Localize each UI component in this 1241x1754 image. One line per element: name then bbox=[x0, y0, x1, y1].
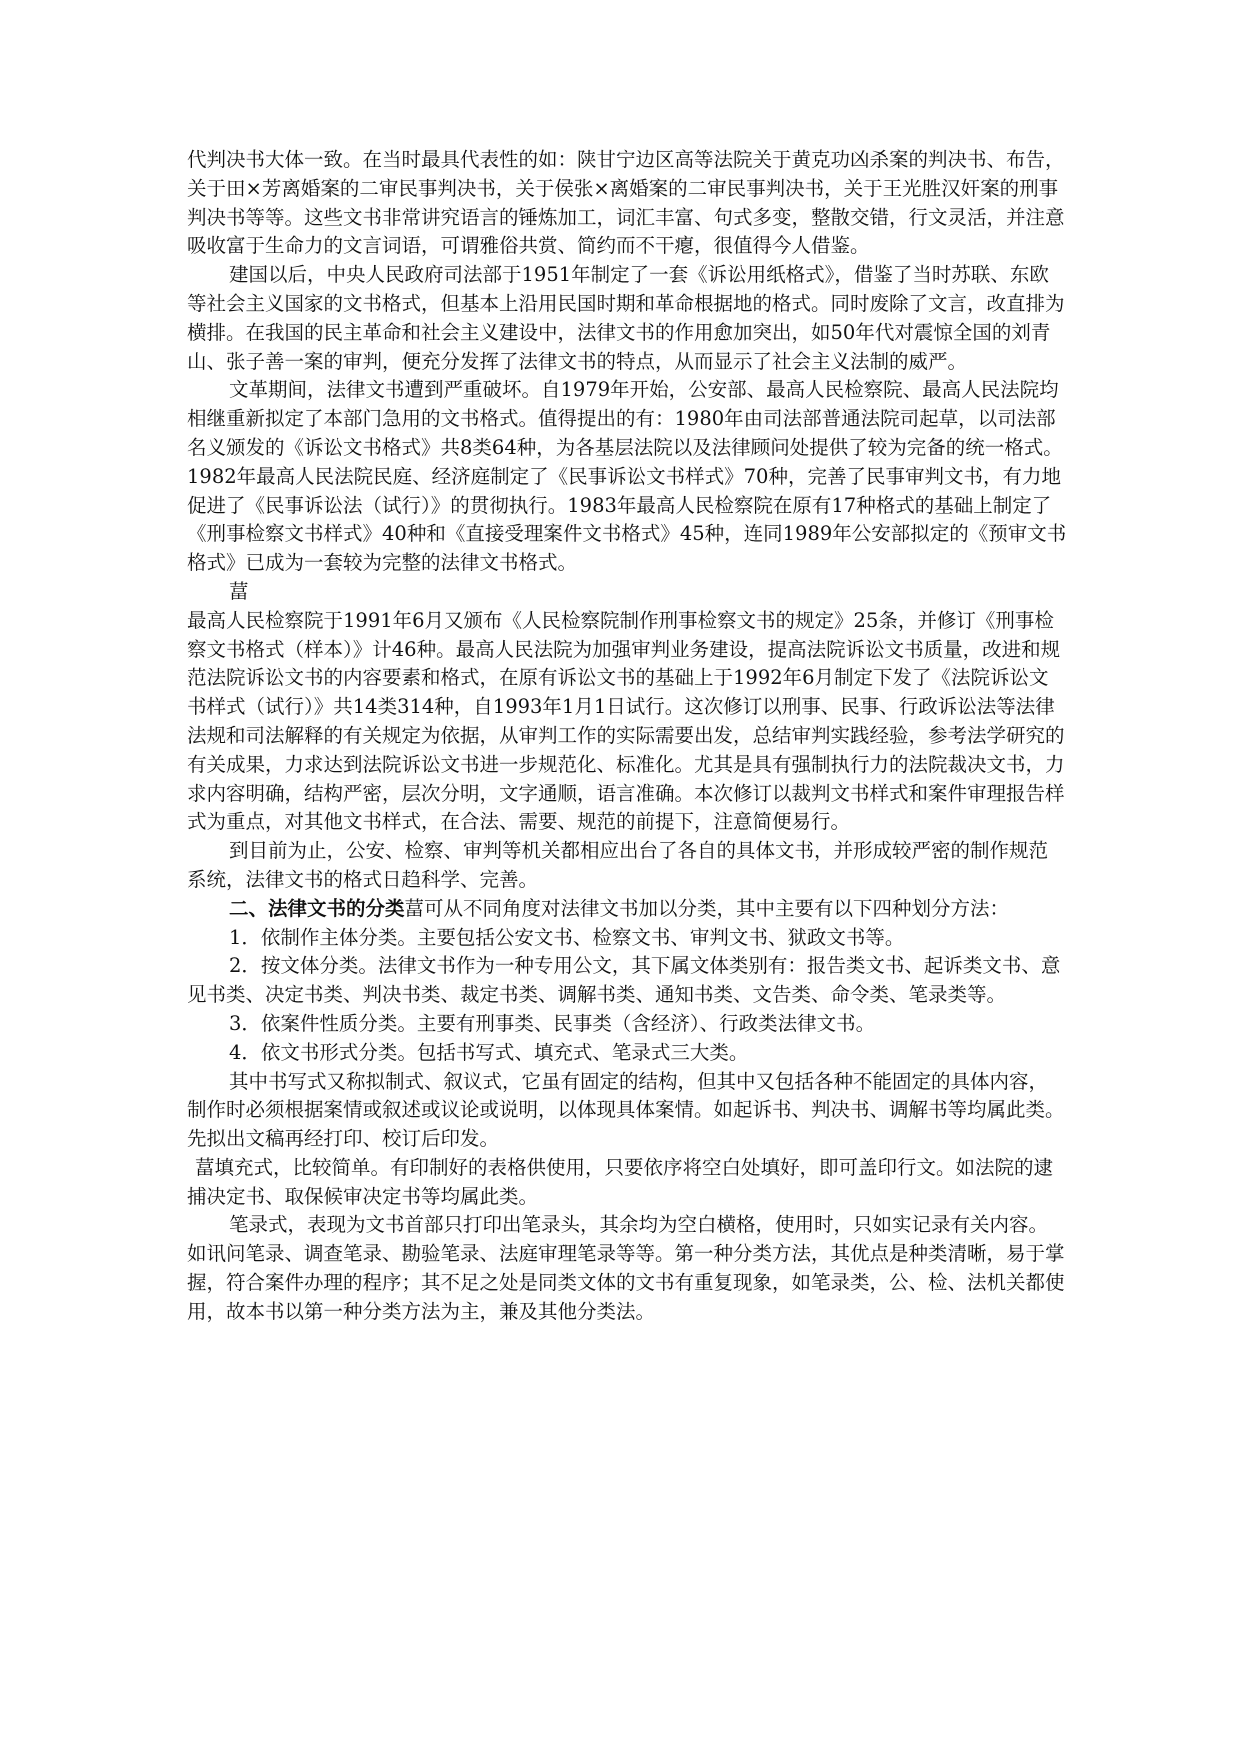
paragraph-3: 文革期间，法律文书遭到严重破坏。自1979年开始，公安部、最高人民检察院、最高人民法院均相继重新拟定了本部门急用的文书格式。值得提出的有：1980年由司法部普通法院司起草，以司法部名义颁发的《诉讼文书格式》共8类64种，为各基层法院以及法律顾问处提供了较为完备的统一格式。1982年最高人民法院民庭、经济庭制定了《民事诉讼文书样式》70种，完善了民事审判文书，有力地促进了《民事诉讼法（试行）》的贯彻执行。1983年最高人民检察院在原有17种格式的基础上制定了《刑事检察文书样式》40种和《直接受理案件文书格式》45种，连同1989年公安部拟定的《预审文书格式》已成为一套较为完整的法律文书格式。 bbox=[187, 378, 1067, 575]
document-body bbox=[187, 146, 1067, 1327]
paragraph-record-form: 笔录式，表现为文书首部只打印出笔录头，其余均为空白横格，使用时，只如实记录有关内容。如讯问笔录、调查笔录、勘验笔录、法庭审理笔录等等。第一种分类方法，其优点是种类清晰，易于掌握，符合案件办理的程序；其不足之处是同类文体的文书有重复现象，如笔录类，公、检、法机关都使用，故本书以第一种分类方法为主，兼及其他分类法。 bbox=[187, 1213, 1065, 1323]
list-item-1: 1．依制作主体分类。主要包括公安文书、检察文书、审判文书、狱政文书等。 bbox=[229, 925, 905, 949]
section-heading-rest: 葍可从不同角度对法律文书加以分类，其中主要有以下四种划分方法： bbox=[404, 896, 1010, 920]
paragraph-marker: 葍 bbox=[229, 579, 249, 603]
paragraph-5: 最高人民检察院于1991年6月又颁布《人民检察院制作刑事检察文书的规定》25条，并修订《刑事检察文书格式（样本）》计46种。最高人民法院为加强审判业务建设，提高法院诉讼文书质量，改进和规范法院诉讼文书的内容要素和格式，在原有诉讼文书的基础上于1992年6月制定下发了《法院诉讼文书样式（试行）》共14类314种，自1993年1月1日试行。这次修订以刑事、民事、行政诉讼法等法律法规和司法解释的有关规定为依据，从审判工作的实际需要出发，总结审判实践经验，参考法学研究的有关成果，力求达到法院诉讼文书进一步规范化、标准化。尤其是具有强制执行力的法院裁决文书，力求内容明确，结构严密，层次分明，文字通顺，语言准确。本次修订以裁判文书样式和案件审理报告样式为重点，对其他文书样式，在合法、需要、规范的前提下，注意简便易行。 bbox=[187, 608, 1065, 834]
paragraph-1: 代判决书大体一致。在当时最具代表性的如：陕甘宁边区高等法院关于黄克功凶杀案的判决书、布告，关于田×芳离婚案的二审民事判决书，关于侯张×离婚案的二审民事判决书，关于王光胜汉奸案的刑事判决书等等。这些文书非常讲究语言的锤炼加工，词汇丰富、句式多变，整散交错，行文灵活，并注意吸收富于生命力的文言词语，可谓雅俗共赏、简约而不干瘪，很值得今人借鉴。 bbox=[187, 148, 1065, 258]
list-item-2: 2．按文体分类。法律文书作为一种专用公文，其下属文体类别有：报告类文书、起诉类文书、意见书类、决定书类、判决书类、裁定书类、调解书类、通知书类、文告类、命令类、笔录类等。 bbox=[187, 954, 1061, 1007]
paragraph-fill-form: 葍填充式，比较简单。有印制好的表格供使用，只要依序将空白处填好，即可盖印行文。如法院的逮捕决定书、取保候审决定书等均属此类。 bbox=[187, 1155, 1054, 1208]
section-heading-paragraph bbox=[187, 895, 1067, 924]
paragraph-2: 建国以后，中央人民政府司法部于1951年制定了一套《诉讼用纸格式》，借鉴了当时苏联、东欧等社会主义国家的文书格式，但基本上沿用民国时期和革命根据地的格式。同时废除了文言，改直排为横排。在我国的民主革命和社会主义建设中，法律文书的作用愈加突出，如50年代对震惊全国的刘青山、张子善一案的审判，便充分发挥了法律文书的特点，从而显示了社会主义法制的威严。 bbox=[187, 263, 1065, 373]
paragraph-6: 到目前为止，公安、检察、审判等机关都相应出台了各自的具体文书，并形成较严密的制作规范系统，法律文书的格式日趋科学、完善。 bbox=[187, 839, 1049, 891]
list-item-4: 4．依文书形式分类。包括书写式、填充式、笔录式三大类。 bbox=[229, 1040, 749, 1064]
section-heading-label: 二、法律文书的分类 bbox=[229, 896, 405, 920]
paragraph-writing-form: 其中书写式又称拟制式、叙议式，它虽有固定的结构，但其中又包括各种不能固定的具体内容，制作时必须根据案情或叙述或议论或说明，以体现具体案情。如起诉书、判决书、调解书等均属此类。先拟出文稿再经打印、校订后印发。 bbox=[187, 1069, 1065, 1151]
list-item-3: 3．依案件性质分类。主要有刑事类、民事类（含经济）、行政类法律文书。 bbox=[229, 1011, 876, 1035]
